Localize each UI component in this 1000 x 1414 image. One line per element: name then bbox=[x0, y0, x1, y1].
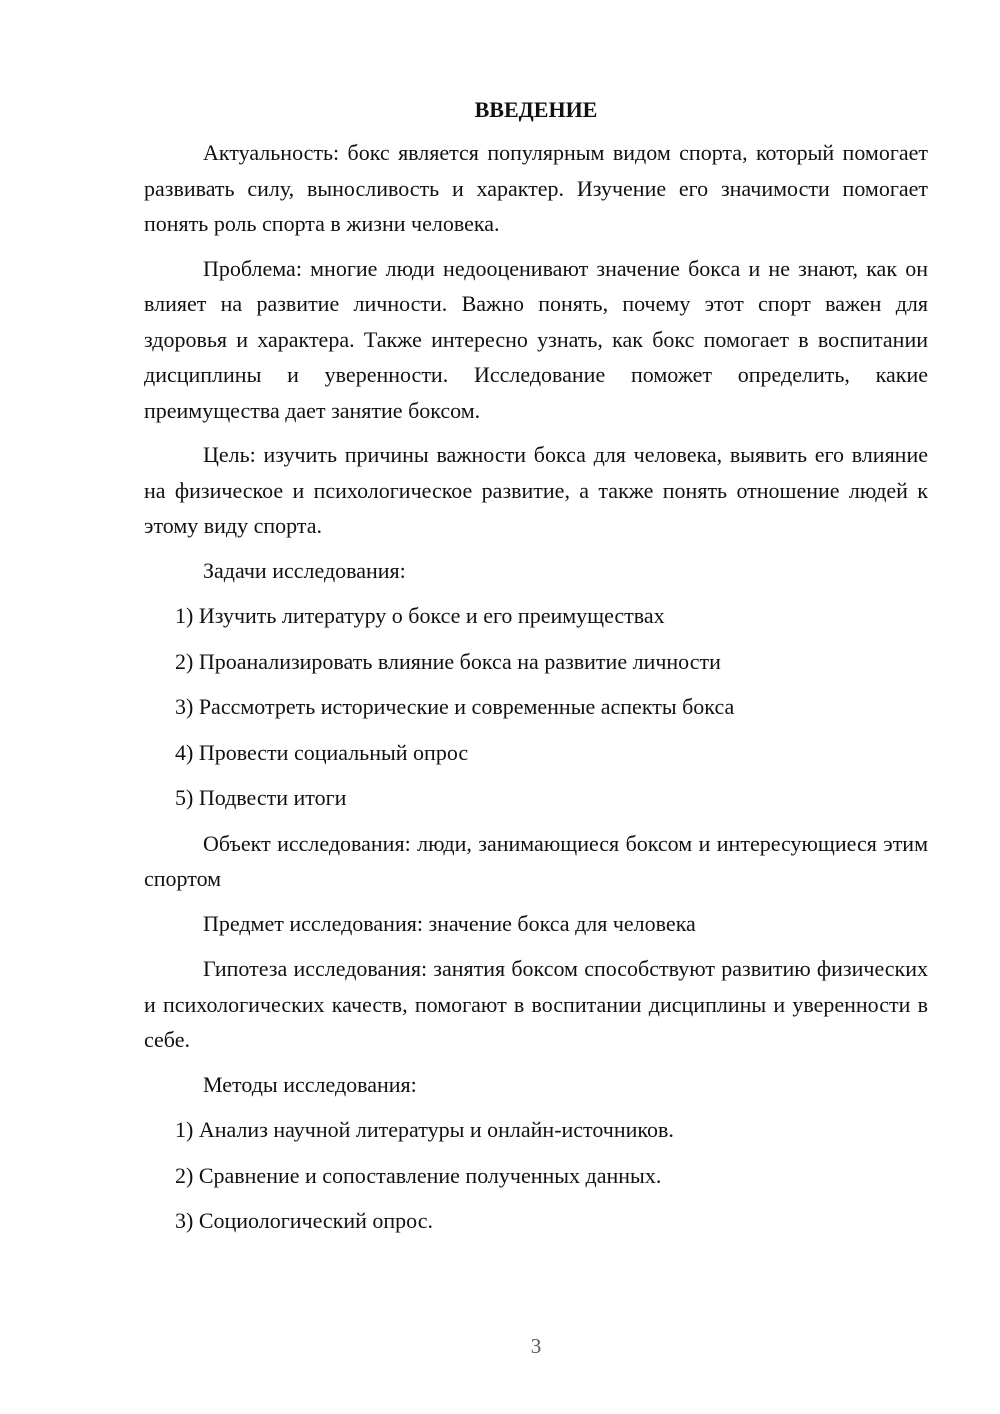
goal-paragraph: Цель: изучить причины важности бокса для человека, выявить его влияние на физическое и психологическое развитие, а также понять отношение людей к этому виду спорта. bbox=[144, 442, 928, 538]
page-title: ВВЕДЕНИЕ bbox=[474, 97, 598, 122]
relevance-paragraph: Актуальность: бокс является популярным видом спорта, который помогает развивать силу, выносливость и характер. Изучение его значимости помогает понять роль спорта в жизни человека. bbox=[144, 140, 928, 236]
page-content bbox=[144, 92, 928, 1249]
task-item: 5) Подвести итоги bbox=[175, 785, 347, 810]
method-item: 2) Сравнение и сопоставление полученных данных. bbox=[175, 1162, 662, 1188]
page-number: 3 bbox=[530, 1334, 542, 1358]
methods-heading: Методы исследования: bbox=[203, 1071, 417, 1097]
object-paragraph: Объект исследования: люди, занимающиеся боксом и интересующиеся этим спортом bbox=[144, 830, 928, 891]
task-item: 4) Провести социальный опрос bbox=[175, 739, 469, 765]
tasks-list bbox=[144, 598, 928, 816]
method-item: 1) Анализ научной литературы и онлайн-источников. bbox=[175, 1117, 674, 1142]
subject-line: Предмет исследования: значение бокса для человека bbox=[203, 910, 696, 936]
task-item: 1) Изучить литературу о боксе и его преимуществах bbox=[175, 603, 665, 628]
tasks-heading: Задачи исследования: bbox=[203, 557, 406, 583]
task-item: 3) Рассмотреть исторические и современные аспекты бокса bbox=[175, 694, 735, 719]
methods-list bbox=[144, 1112, 928, 1239]
problem-paragraph: Проблема: многие люди недооценивают значение бокса и не знают, как он влияет на развитие личности. Важно понять, почему этот спорт важен для здоровья и характера. Также интересно узнать, как бокс помогает в воспитании дисциплины и уверенности. Исследование поможет определить, какие преимущества дает занятие боксом. bbox=[144, 255, 928, 423]
task-item: 2) Проанализировать влияние бокса на развитие личности bbox=[175, 648, 721, 674]
method-item: 3) Социологический опрос. bbox=[175, 1208, 433, 1233]
hypothesis-paragraph: Гипотеза исследования: занятия боксом способствуют развитию физических и психологических качеств, помогают в воспитании дисциплины и уверенности в себе. bbox=[144, 956, 928, 1052]
